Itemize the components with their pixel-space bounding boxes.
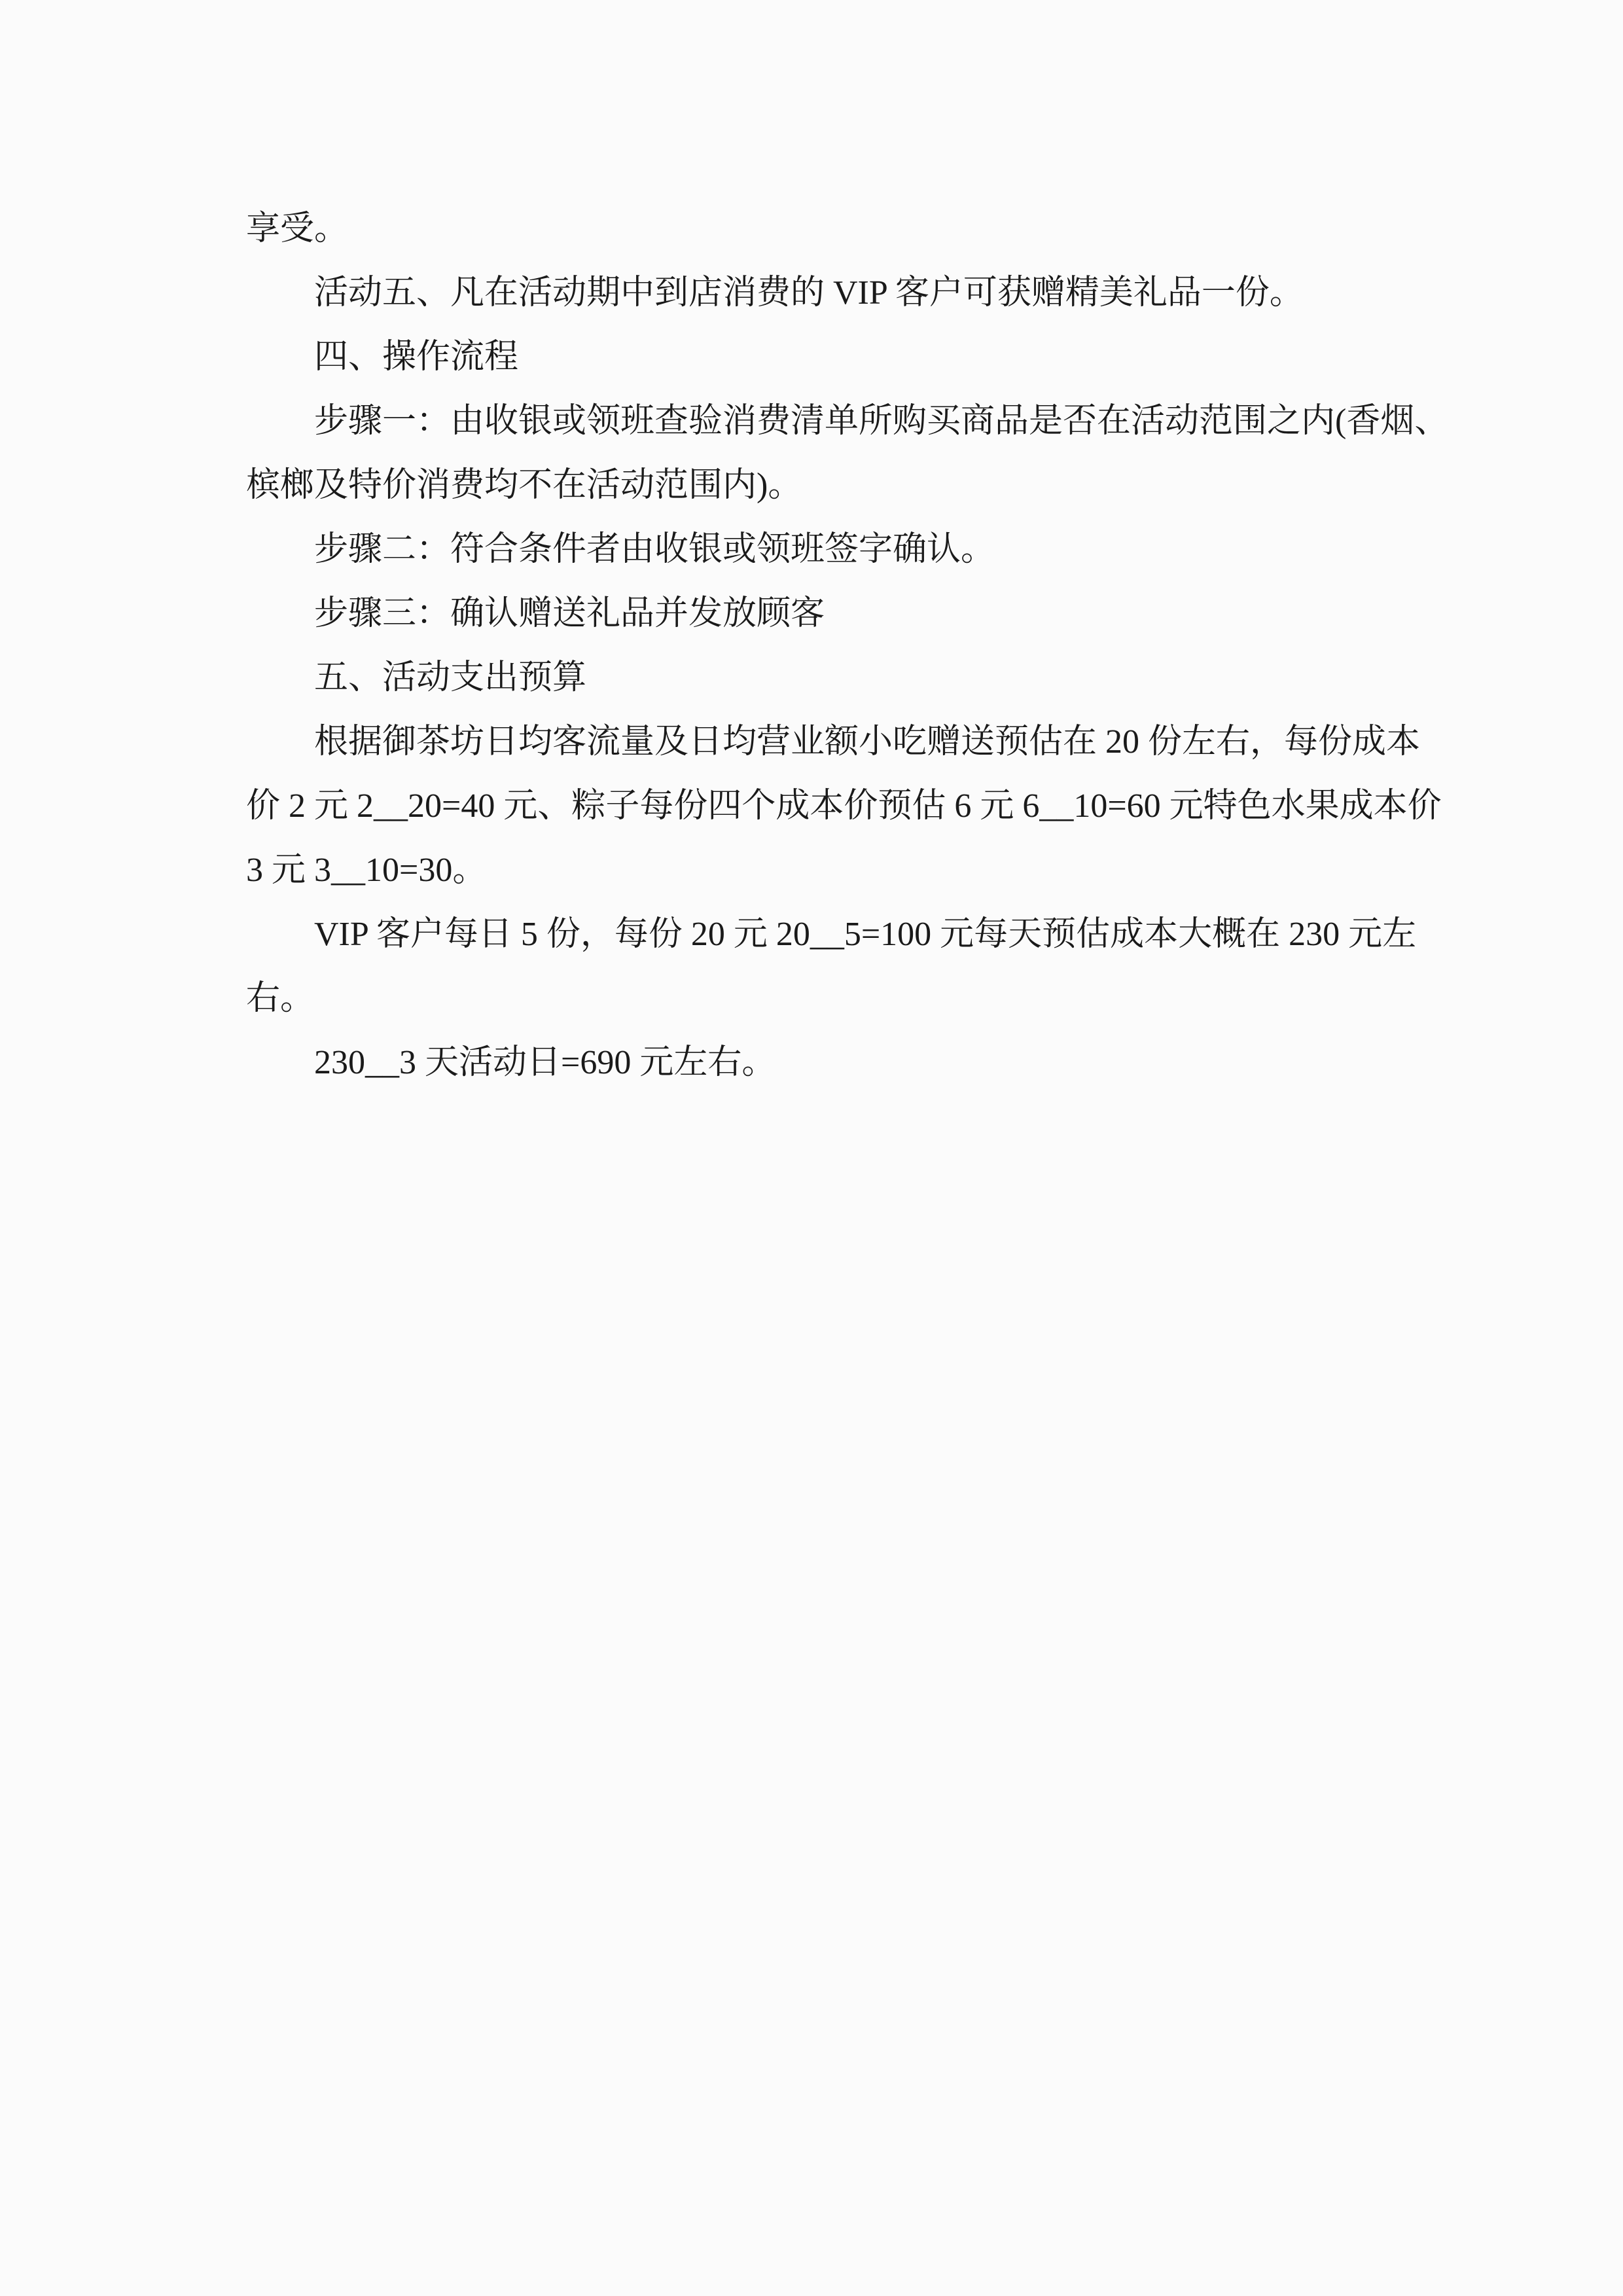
text-line-4: 步骤一：由收银或领班查验消费清单所购买商品是否在活动范围之内(香烟、 [314, 403, 1449, 440]
text-line-13: 右。 [246, 980, 315, 1017]
text-line-12: VIP 客户每日 5 份，每份 20 元 20__5=100 元每天预估成本大概在 230 元左 [314, 916, 1417, 953]
text-line-10: 价 2 元 2__20=40 元、粽子每份四个成本价预估 6 元 6__10=60 元特色水果成本价 [246, 787, 1442, 825]
text-line-3: 四、操作流程 [314, 338, 519, 376]
text-line-11: 3 元 3__10=30。 [246, 852, 487, 889]
text-line-2: 活动五、凡在活动期中到店消费的 VIP 客户可获赠精美礼品一份。 [314, 274, 1304, 312]
text-line-8: 五、活动支出预算 [314, 659, 587, 696]
document-text-block [246, 197, 1449, 1095]
text-line-7: 步骤三：确认赠送礼品并发放顾客 [314, 595, 825, 632]
text-line-1: 享受。 [246, 210, 349, 247]
text-line-5: 槟榔及特价消费均不在活动范围内)。 [246, 467, 802, 504]
text-line-6: 步骤二：符合条件者由收银或领班签字确认。 [314, 531, 995, 568]
text-line-9: 根据御茶坊日均客流量及日均营业额小吃赠送预估在 20 份左右，每份成本 [314, 723, 1421, 761]
text-line-14: 230__3 天活动日=690 元左右。 [314, 1044, 776, 1081]
